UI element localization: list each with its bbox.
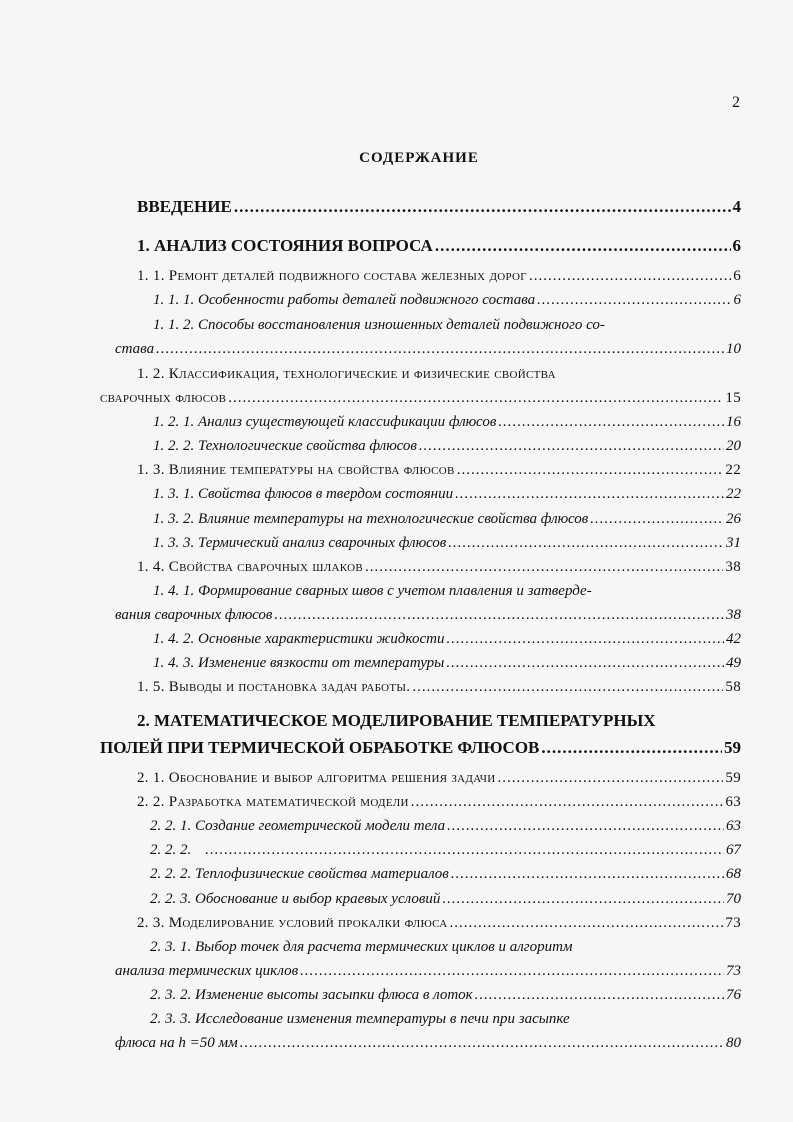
toc-entry-label: флюса на h =50 мм — [115, 1035, 238, 1051]
dot-leader — [590, 511, 724, 528]
toc-entry-label: 1. 1. Ремонт деталей подвижного состава железных дорог — [137, 268, 527, 284]
toc-entry-2-3-1-line1[interactable]: 2. 3. 1. Выбор точек для расчета термических циклов и алгоритм — [150, 939, 573, 955]
toc-page-number: 6 — [733, 292, 741, 308]
toc-page-number: 76 — [726, 987, 741, 1003]
toc-entry-1-1-2[interactable] — [115, 341, 741, 358]
toc-entry-1-1[interactable] — [137, 268, 741, 285]
toc-page-number: 59 — [724, 738, 741, 757]
toc-page-number: 73 — [725, 915, 741, 931]
toc-entry-1-1-1[interactable] — [153, 292, 741, 309]
toc-page-number: 16 — [726, 414, 741, 430]
dot-leader — [365, 559, 723, 576]
toc-entry-label: 2. 2. 2. — [150, 842, 192, 858]
toc-entry-label: 2. 2. 3. Обоснование и выбор краевых условий — [150, 891, 441, 907]
toc-entry-2-3-3[interactable] — [115, 1035, 741, 1052]
toc-entry-label: 1. 4. 3. Изменение вязкости от температуры — [153, 655, 445, 671]
dot-leader — [446, 631, 724, 648]
toc-entry-2-1[interactable] — [137, 770, 741, 787]
toc-page-number: 6 — [733, 268, 741, 284]
dot-leader — [447, 818, 724, 835]
toc-entry-label: 1. АНАЛИЗ СОСТОЯНИЯ ВОПРОСА — [137, 236, 433, 255]
toc-entry-label: 1. 4. 2. Основные характеристики жидкости — [153, 631, 445, 647]
toc-entry-1-2-2[interactable] — [153, 438, 741, 455]
dot-leader — [498, 414, 724, 431]
toc-entry-2-3[interactable] — [137, 915, 741, 932]
toc-page-number: 80 — [726, 1035, 741, 1051]
toc-entry-intro[interactable] — [137, 197, 741, 217]
toc-entry-1-1-2-line1[interactable]: 1. 1. 2. Способы восстановления изношенных деталей подвижного со- — [153, 317, 605, 333]
toc-page-number: 42 — [726, 631, 741, 647]
dot-leader — [228, 390, 723, 407]
dot-leader — [274, 607, 724, 624]
toc-entry-2-2[interactable] — [137, 794, 741, 811]
toc-page-number: 49 — [726, 655, 741, 671]
toc-page-number: 63 — [725, 794, 741, 810]
toc-entry-2-2-1[interactable] — [150, 818, 741, 835]
dot-leader — [411, 794, 724, 811]
toc-page-number: 70 — [726, 891, 741, 907]
toc-page-number: 6 — [732, 236, 741, 255]
toc-entry-label: 2. 3. 2. Изменение высоты засыпки флюса в лоток — [150, 987, 473, 1003]
toc-page-number: 4 — [732, 197, 741, 216]
dot-leader — [541, 738, 722, 758]
toc-entry-2-2-2[interactable] — [150, 866, 741, 883]
dot-leader — [446, 655, 724, 672]
toc-entry-label: 1. 2. 1. Анализ существующей классификации флюсов — [153, 414, 497, 430]
toc-entry-label: 1. 3. Влияние температуры на свойства флюсов — [137, 462, 455, 478]
dot-leader — [412, 679, 723, 696]
toc-entry-2-3-2[interactable] — [150, 987, 741, 1004]
toc-entry-label: 1. 3. 3. Термический анализ сварочных флюсов — [153, 535, 447, 551]
dot-leader — [448, 535, 724, 552]
toc-page-number: 59 — [725, 770, 741, 786]
toc-page-number: 67 — [726, 842, 741, 858]
toc-page-number: 10 — [726, 341, 741, 357]
toc-page-number: 15 — [725, 390, 741, 406]
toc-entry-label: ВВЕДЕНИЕ — [137, 197, 232, 216]
toc-entry-label: ПОЛЕЙ ПРИ ТЕРМИЧЕСКОЙ ОБРАБОТКЕ ФЛЮСОВ — [100, 738, 540, 757]
toc-entry-1-4-1[interactable] — [115, 607, 741, 624]
toc-entry-2-2-2-blank[interactable] — [150, 842, 741, 859]
dot-leader — [529, 268, 731, 285]
toc-entry-1-5[interactable] — [137, 679, 741, 696]
dot-leader — [435, 236, 731, 256]
dot-leader — [455, 486, 724, 503]
dot-leader — [156, 341, 724, 358]
toc-entry-1-3[interactable] — [137, 462, 741, 479]
dot-leader — [475, 987, 724, 1004]
toc-page-number: 26 — [726, 511, 741, 527]
toc-entry-2-3-3-line1[interactable]: 2. 3. 3. Исследование изменения температуры в печи при засыпке — [150, 1011, 570, 1027]
toc-entry-label: 1. 1. 1. Особенности работы деталей подвижного состава — [153, 292, 536, 308]
page-number: 2 — [732, 94, 740, 111]
toc-entry-1-4-1-line1[interactable]: 1. 4. 1. Формирование сварных швов с учетом плавления и затверде- — [153, 583, 592, 599]
toc-entry-label: 1. 5. Выводы и постановка задач работы. — [137, 679, 411, 695]
toc-entry-label: сварочных флюсов — [100, 390, 227, 406]
toc-page-number: 73 — [726, 963, 741, 979]
toc-entry-2-2-3[interactable] — [150, 891, 741, 908]
toc-page-number: 38 — [725, 559, 741, 575]
toc-page-number: 63 — [726, 818, 741, 834]
toc-entry-1-4-3[interactable] — [153, 655, 741, 672]
toc-entry-label: 2. 3. Моделирование условий прокалки флюса — [137, 915, 448, 931]
dot-leader — [451, 866, 724, 883]
toc-entry-1-2-line1[interactable]: 1. 2. Классификация, технологические и физические свойства — [137, 366, 556, 382]
toc-entry-label: 2. 1. Обоснование и выбор алгоритма решения задачи — [137, 770, 496, 786]
toc-entry-label: става — [115, 341, 155, 357]
toc-page-number: 22 — [726, 486, 741, 502]
toc-entry-1-2[interactable] — [100, 390, 741, 407]
dot-leader — [457, 462, 724, 479]
toc-page-number: 58 — [725, 679, 741, 695]
toc-entry-label: вания сварочных флюсов — [115, 607, 273, 623]
toc-page-number: 31 — [726, 535, 741, 551]
dot-leader — [442, 891, 724, 908]
toc-entry-label: 1. 2. 2. Технологические свойства флюсов — [153, 438, 417, 454]
dot-leader — [300, 963, 724, 980]
toc-entry-1-4-2[interactable] — [153, 631, 741, 648]
dot-leader — [449, 915, 723, 932]
page-title: СОДЕРЖАНИЕ — [359, 150, 479, 166]
toc-entry-label: 2. 2. 1. Создание геометрической модели тела — [150, 818, 446, 834]
toc-entry-2-3-1[interactable] — [115, 963, 741, 980]
toc-entry-1-3-2[interactable] — [153, 511, 741, 528]
dot-leader — [537, 292, 731, 309]
toc-entry-label: 1. 3. 2. Влияние температуры на технологические свойства флюсов — [153, 511, 589, 527]
dot-leader — [234, 197, 731, 217]
dot-leader — [498, 770, 724, 787]
toc-entry-label: 2. 2. Разработка математической модели — [137, 794, 409, 810]
toc-entry-chapter-1[interactable] — [137, 236, 741, 256]
toc-entry-chapter-2[interactable] — [100, 738, 741, 758]
toc-entry-label: анализа термических циклов — [115, 963, 299, 979]
dot-leader — [240, 1035, 724, 1052]
toc-page-number: 68 — [726, 866, 741, 882]
dot-leader — [205, 842, 724, 859]
toc-entry-1-2-1[interactable] — [153, 414, 741, 431]
toc-page-number: 22 — [725, 462, 741, 478]
toc-entry-label: 2. 2. 2. Теплофизические свойства материалов — [150, 866, 449, 882]
toc-entry-1-4[interactable] — [137, 559, 741, 576]
toc-page-number: 20 — [726, 438, 741, 454]
toc-entry-label: 1. 3. 1. Свойства флюсов в твердом состоянии — [153, 486, 454, 502]
toc-entry-label: 1. 4. Свойства сварочных шлаков — [137, 559, 363, 575]
toc-entry-1-3-3[interactable] — [153, 535, 741, 552]
toc-entry-1-3-1[interactable] — [153, 486, 741, 503]
dot-leader — [419, 438, 724, 455]
toc-page-number: 38 — [726, 607, 741, 623]
toc-entry-chapter-2-line1[interactable]: 2. МАТЕМАТИЧЕСКОЕ МОДЕЛИРОВАНИЕ ТЕМПЕРАТУРНЫХ — [137, 711, 656, 730]
